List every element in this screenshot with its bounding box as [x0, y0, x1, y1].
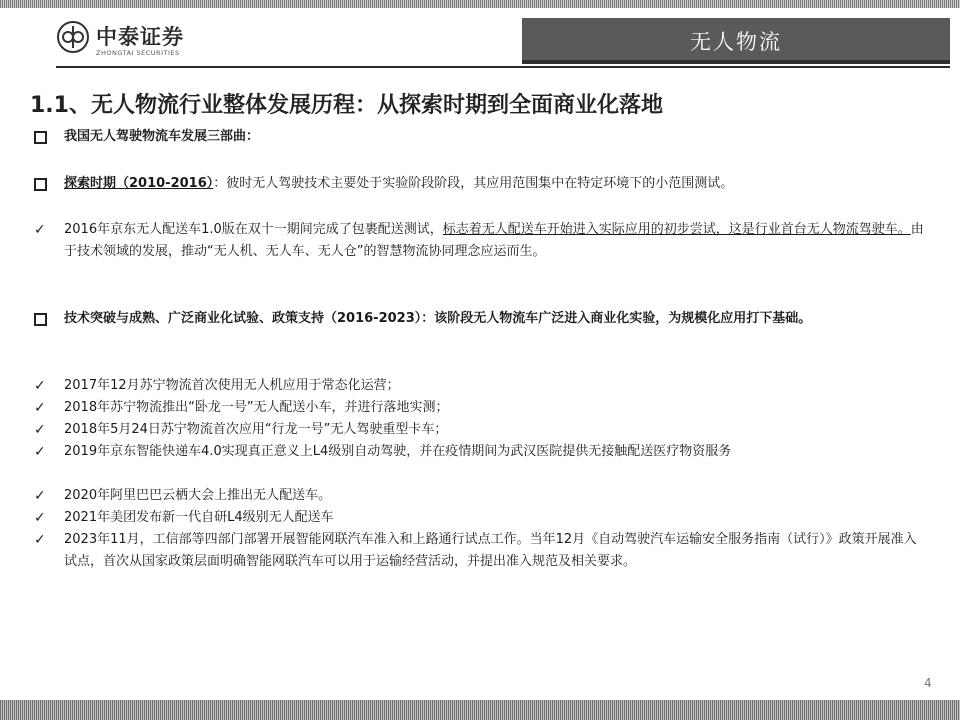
bullet-text: 2020年阿里巴巴云栖大会上推出无人配送车。: [64, 488, 332, 503]
bullet-body: ：彼时无人驾驶技术主要处于实验阶段阶段，其应用范围集中在特定环境下的小范围测试。: [213, 176, 734, 191]
bullet-text: 2018年苏宁物流推出“卧龙一号”无人配送小车，并进行落地实测；: [64, 400, 449, 415]
logo-english-text: ZHONGTAI SECURITIES: [96, 49, 180, 57]
check-bullet-icon: ✓: [34, 444, 46, 460]
bullet-item: [34, 308, 924, 330]
section-tag: [522, 18, 950, 64]
logo-chinese-text: 中泰证券: [96, 25, 184, 49]
check-item: [34, 375, 924, 397]
slide-title: 1.1、无人物流行业整体发展历程：从探索时期到全面商业化落地: [30, 93, 663, 118]
check-item: [34, 485, 924, 507]
company-logo: [56, 18, 256, 62]
bullet-text: 2023年11月，工信部等四部门部署开展智能网联汽车准入和上路通行试点工作。当年12月《自动驾驶汽车运输安全服务指南（试行）》政策开展准入试点，首次从国家政策层面明确智能网联汽车可以用于运输经营活动，并提出准入规范及相关要求。: [64, 532, 917, 569]
top-pattern-band: [0, 0, 960, 8]
bullet-text: 2018年5月24日苏宁物流首次应用“行龙一号”无人驾驶重型卡车；: [64, 422, 448, 437]
check-bullet-icon: ✓: [34, 400, 46, 416]
square-bullet-icon: [34, 131, 47, 144]
check-bullet-icon: ✓: [34, 378, 46, 394]
logo-mark-icon: [56, 20, 90, 54]
bullet-text: 我国无人驾驶物流车发展三部曲：: [64, 129, 260, 144]
square-bullet-icon: [34, 313, 47, 326]
check-item: [34, 441, 924, 463]
check-item: [34, 219, 924, 263]
bullet-item: [34, 126, 924, 148]
section-tag-label: 无人物流: [690, 30, 782, 54]
check-item: [34, 507, 924, 529]
check-bullet-icon: ✓: [34, 488, 46, 504]
bullet-text: 技术突破与成熟、广泛商业化试验、政策支持（2016-2023）：该阶段无人物流车广泛进入商业化实验，为规模化应用打下基础。: [64, 311, 812, 326]
check-bullet-icon: ✓: [34, 532, 46, 548]
bullet-lead: 探索时期（2010-2016）: [64, 176, 214, 191]
header-divider: [56, 66, 950, 68]
bullet-text: [64, 173, 924, 195]
check-bullet-icon: ✓: [34, 422, 46, 438]
bullet-text: 2019年京东智能快递车4.0实现真正意义上L4级别自动驾驶，并在疫情期间为武汉医院提供无接触配送医疗物资服务: [64, 444, 732, 459]
bottom-pattern-band: [0, 700, 960, 720]
bullet-body: 2016年京东无人配送车1.0版在双十一期间完成了包裹配送测试，: [64, 222, 443, 237]
check-item: [34, 419, 924, 441]
bullet-underlined: 标志着无人配送车开始进入实际应用的初步尝试，这是行业首台无人物流驾驶车。: [442, 222, 911, 237]
check-bullet-icon: ✓: [34, 222, 46, 238]
page-number: 4: [924, 676, 932, 690]
check-item: [34, 529, 924, 573]
check-item: [34, 397, 924, 419]
bullet-body: 由于技术领域的发展，推动“无人机、无人车、无人仓”的智慧物流协同理念应运而生。: [64, 222, 924, 259]
bullet-text: 2017年12月苏宁物流首次使用无人机应用于常态化运营；: [64, 378, 400, 393]
check-bullet-icon: ✓: [34, 510, 46, 526]
square-bullet-icon: [34, 178, 47, 191]
bullet-text: [64, 219, 924, 263]
bullet-text: 2021年美团发布新一代自研L4级别无人配送车: [64, 510, 334, 525]
bullet-item: [34, 173, 924, 195]
